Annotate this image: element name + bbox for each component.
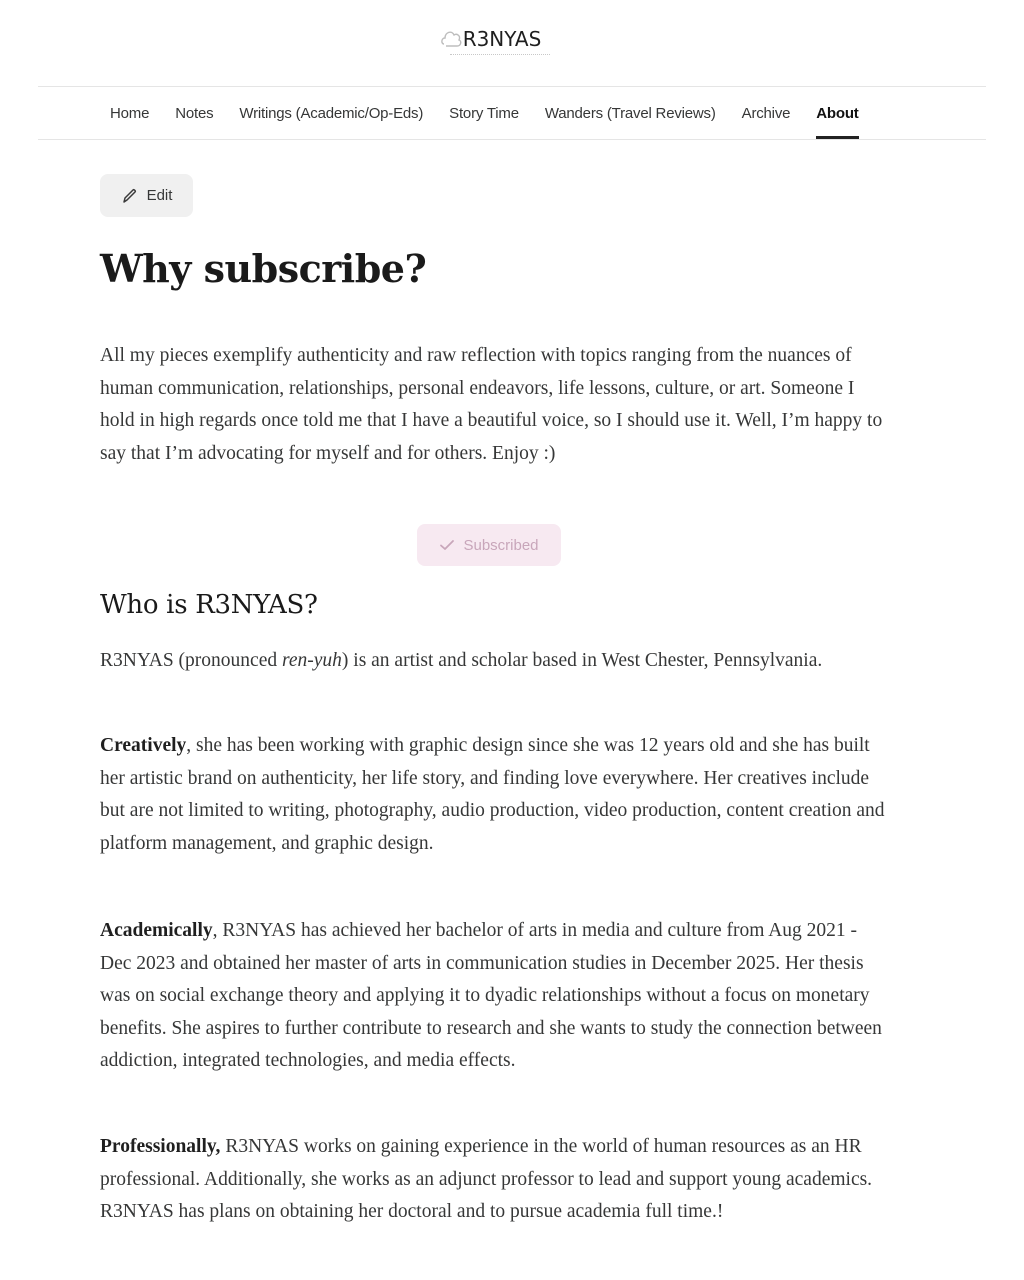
intro-paragraph: All my pieces exemplify authenticity and raw reflection with topics ranging from the nuances of human communication, relationships, personal endeavors, life lessons, culture, or art. Someone I hold in high regards once told me that I have a beautiful voice, so I should use it. Well, I’m happy to say that I’m advocating for myself and for others. Enjoy :) xyxy=(100,345,883,464)
pronunciation: ren-yuh xyxy=(281,650,342,671)
creative-lead: Creatively xyxy=(100,735,187,756)
logo-tagline-rule xyxy=(450,54,550,57)
nav-divider-bottom xyxy=(38,139,986,140)
nav-item-home[interactable]: Home xyxy=(110,104,150,122)
professional-lead: Professionally, xyxy=(100,1136,221,1157)
site-header xyxy=(0,0,1024,86)
cloud-logo-icon xyxy=(440,24,462,52)
professional-paragraph xyxy=(100,1131,890,1229)
subscribed-button[interactable] xyxy=(417,524,561,566)
site-logo[interactable] xyxy=(438,22,550,62)
pencil-icon xyxy=(121,187,139,205)
page-title: Why subscribe? xyxy=(100,246,427,291)
creative-paragraph xyxy=(100,730,890,860)
nav-item-writings[interactable]: Writings (Academic/Op-Eds) xyxy=(239,104,424,122)
nav-item-wanders[interactable]: Wanders (Travel Reviews) xyxy=(544,104,716,122)
academic-lead: Academically xyxy=(100,920,213,941)
subscribed-label: Subscribed xyxy=(463,536,539,554)
professional-text: R3NYAS works on gaining experience in the world of human resources as an HR professional. Additionally, she works as an adjunct professor to lead and support young academics. R3NYAS has plans on obtaining her doctoral and to pursue academia full time.! xyxy=(100,1136,873,1223)
who-text-a: R3NYAS (pronounced xyxy=(100,650,282,671)
main-nav xyxy=(110,87,885,139)
nav-item-about[interactable]: About xyxy=(816,87,858,139)
nav-item-story-time[interactable]: Story Time xyxy=(449,104,519,122)
edit-button[interactable] xyxy=(100,174,193,217)
creative-text: , she has been working with graphic design since she was 12 years old and she has built her artistic brand on authenticity, her life story, and finding love everywhere. Her creatives include but are not limited to writing, photography, audio production, video production, content creation and platform management, and graphic design. xyxy=(100,735,885,854)
nav-item-notes[interactable]: Notes xyxy=(175,104,214,122)
who-text-b: ) is an artist and scholar based in West Chester, Pennsylvania. xyxy=(341,650,823,671)
who-paragraph xyxy=(100,645,890,678)
academic-text: , R3NYAS has achieved her bachelor of arts in media and culture from Aug 2021 - Dec 2023 and obtained her master of arts in communication studies in December 2025. Her thesis was on social exchange theory and applying it to dyadic relationships without a focus on monetary benefits. She aspires to further contribute to research and she wants to study the connection between addiction, integrated technologies, and media effects. xyxy=(100,920,882,1072)
nav-item-archive[interactable]: Archive xyxy=(741,104,791,122)
logo-text: R3NYAS xyxy=(462,27,542,51)
check-icon xyxy=(439,537,455,553)
who-heading: Who is R3NYAS? xyxy=(100,590,318,620)
edit-button-label: Edit xyxy=(146,187,173,204)
academic-paragraph xyxy=(100,915,890,1078)
